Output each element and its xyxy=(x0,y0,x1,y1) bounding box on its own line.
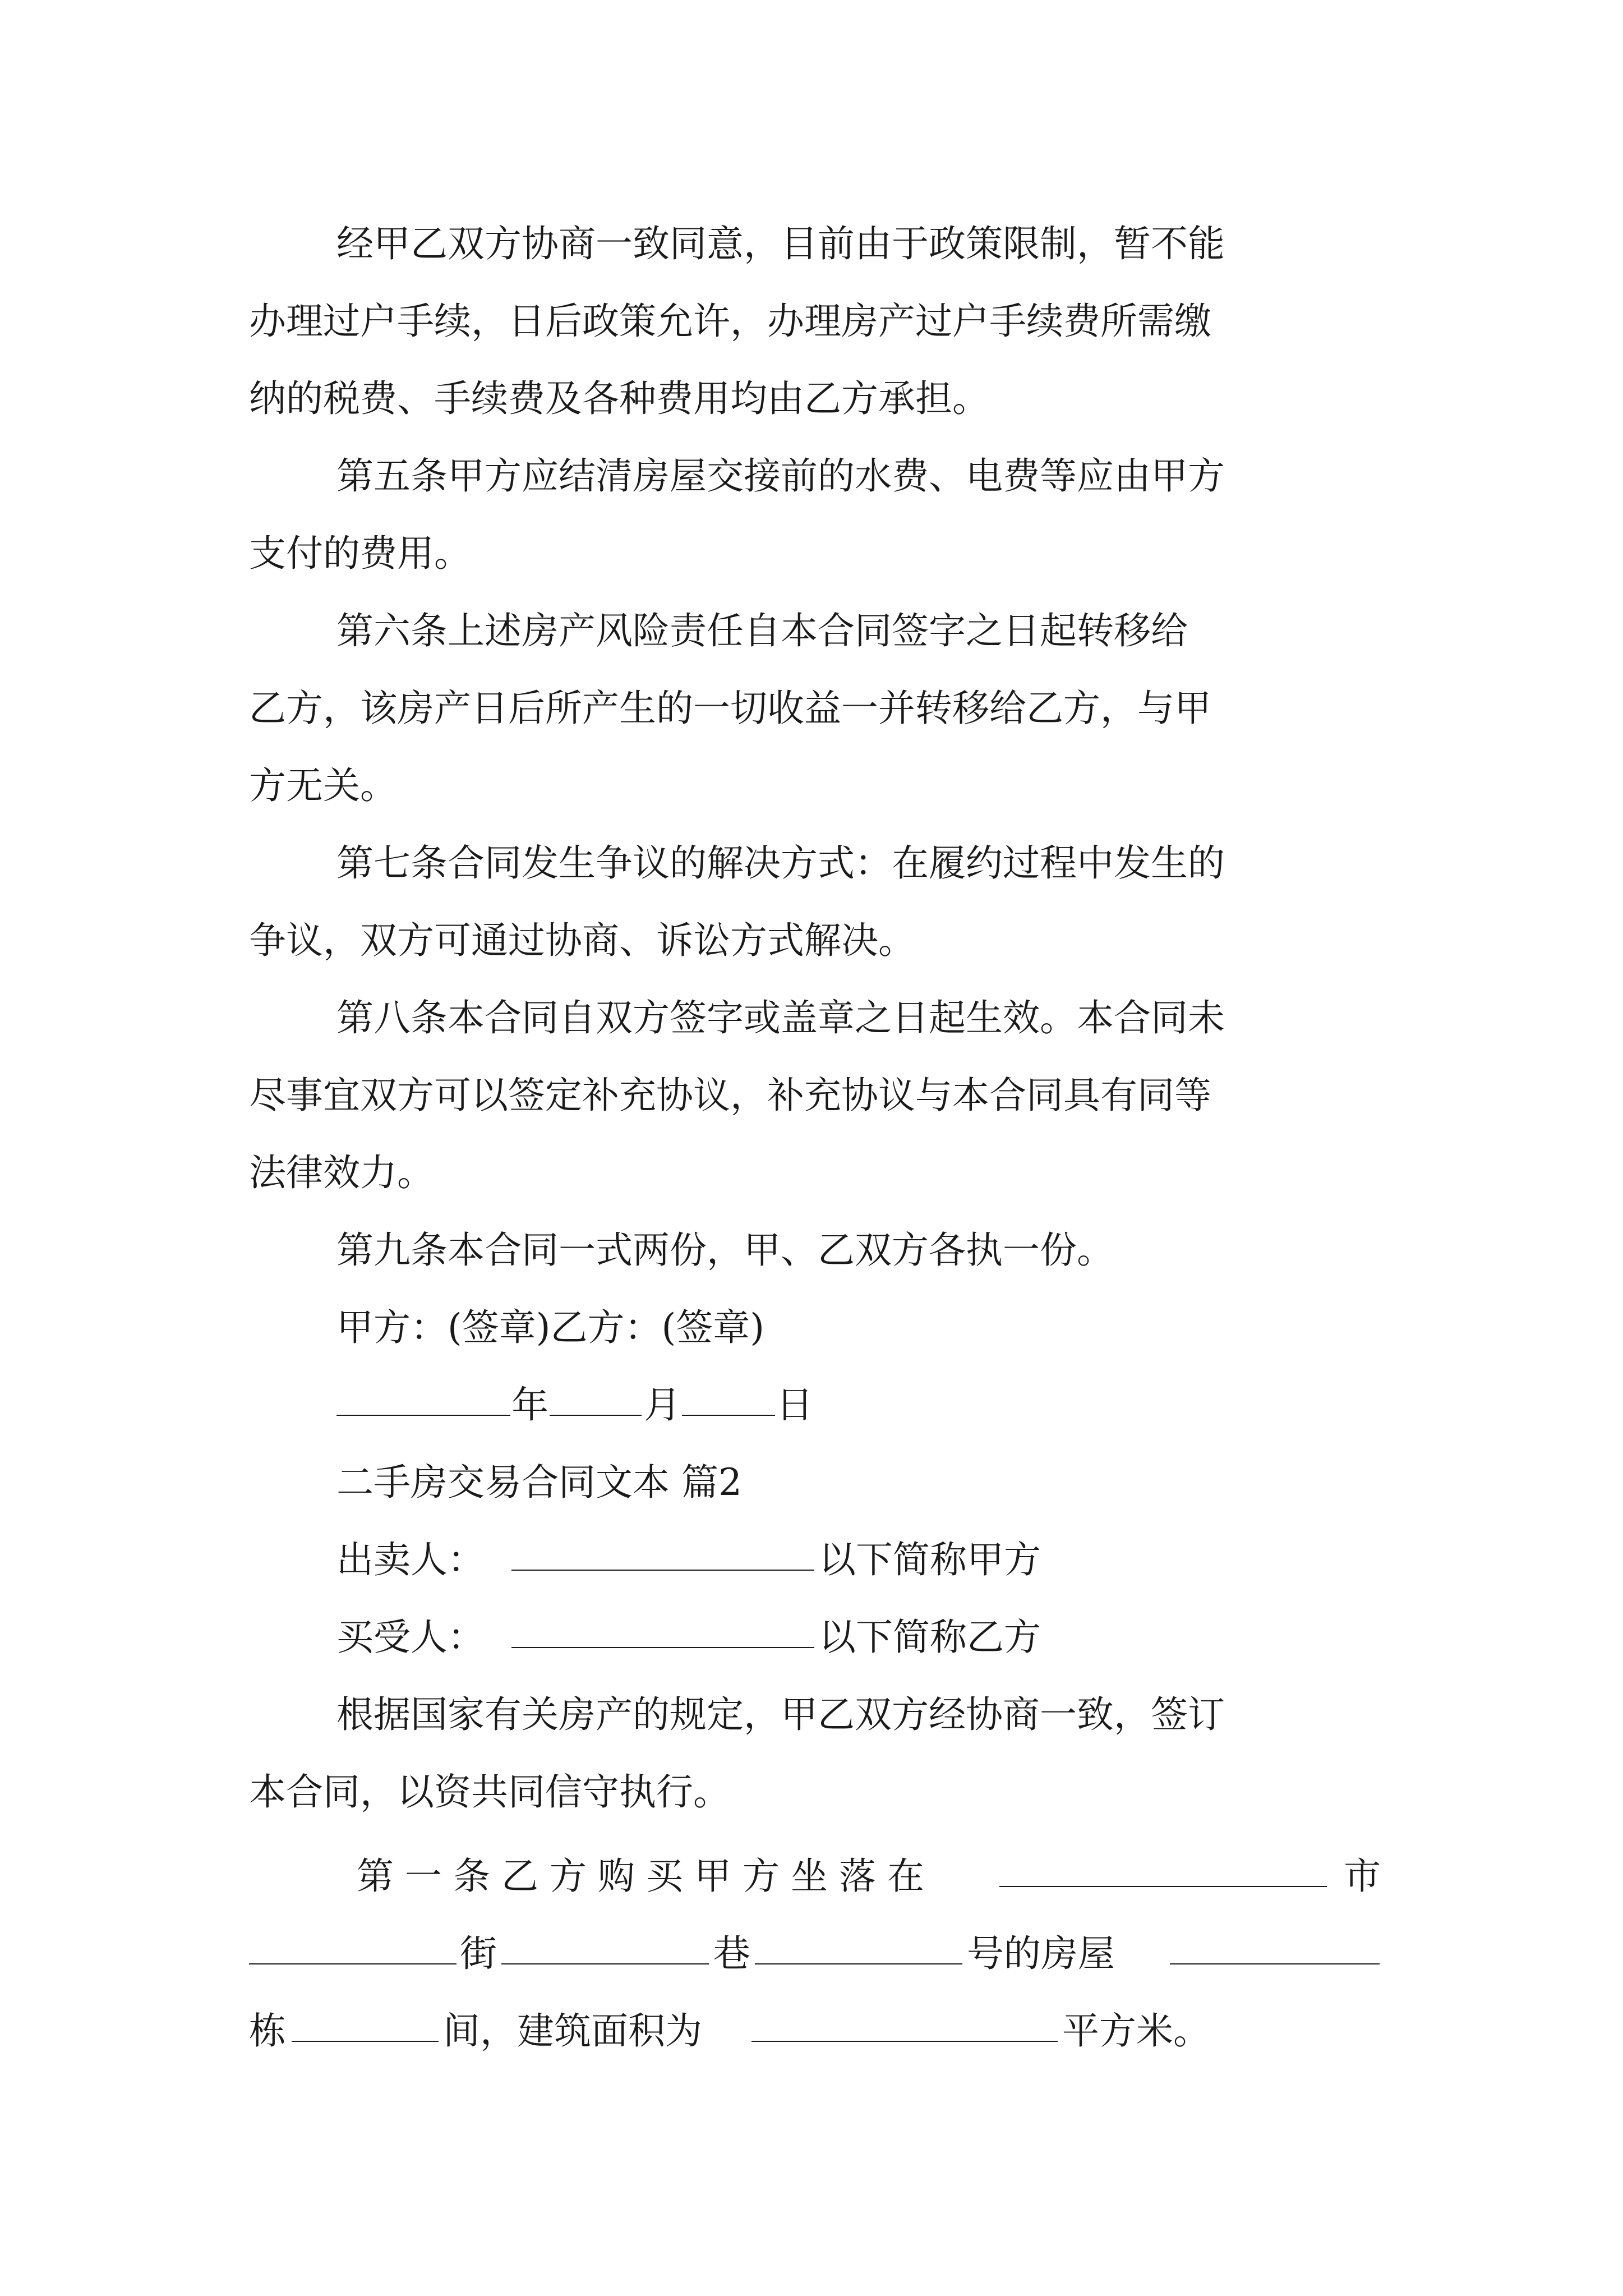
text-line: 纳的税费、手续费及各种费用均由乙方承担。 xyxy=(249,377,989,420)
buyer-line: 买受人： 以下简称乙方 xyxy=(0,1607,1623,1668)
section-heading: 二手房交易合同文本 篇2 xyxy=(336,1461,742,1504)
article-line: 栋 间，建筑面积为 平方米。 xyxy=(0,2000,1623,2062)
text-line: 第五条甲方应结清房屋交接前的水费、电费等应由甲方 xyxy=(336,454,1225,498)
text-line: 争议，双方可通过协商、诉讼方式解决。 xyxy=(249,919,915,962)
text-line: 第六条上述房产风险责任自本合同签字之日起转移给 xyxy=(336,609,1188,652)
text-line: 第七条合同发生争议的解决方式：在履约过程中发生的 xyxy=(336,841,1225,885)
text-line: 办理过户手续，日后政策允许，办理房产过户手续费所需缴 xyxy=(249,300,1211,343)
seller-line: 出卖人： 以下简称甲方 xyxy=(0,1529,1623,1591)
article-line: 街 巷 号的房屋 xyxy=(0,1923,1623,1985)
text-line: 乙方，该房产日后所产生的一切收益一并转移给乙方，与甲 xyxy=(249,687,1211,730)
text-line: 支付的费用。 xyxy=(249,532,471,575)
article-line: 第一条乙方购买甲方坐落在 市 xyxy=(0,1846,1623,1907)
text-line: 本合同，以资共同信守执行。 xyxy=(249,1770,730,1814)
text-line: 法律效力。 xyxy=(249,1151,434,1194)
text-line: 方无关。 xyxy=(249,764,397,807)
signature-line: 甲方：(签章)乙方：(签章) xyxy=(336,1306,764,1349)
date-line: 年 月 日 xyxy=(0,1374,1623,1436)
text-line: 第八条本合同自双方签字或盖章之日起生效。本合同未 xyxy=(336,996,1225,1039)
text-line: 经甲乙双方协商一致同意，目前由于政策限制，暂不能 xyxy=(336,222,1225,265)
text-line: 尽事宜双方可以签定补充协议，补充协议与本合同具有同等 xyxy=(249,1074,1211,1117)
text-line: 根据国家有关房产的规定，甲乙双方经协商一致，签订 xyxy=(336,1693,1225,1736)
text-line: 第九条本合同一式两份，甲、乙双方各执一份。 xyxy=(336,1228,1114,1272)
